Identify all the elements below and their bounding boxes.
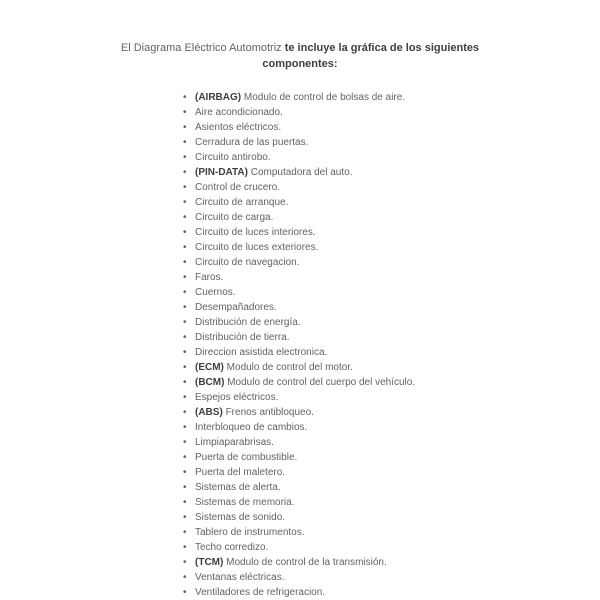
list-item <box>183 105 600 120</box>
list-item <box>183 135 600 150</box>
item-code: (ECM) <box>195 362 227 373</box>
item-label: Distribución de energía. <box>195 317 301 328</box>
item-label: Circuito antirobo. <box>195 152 271 163</box>
bullet-icon: • <box>183 482 187 493</box>
bullet-icon: • <box>183 377 187 388</box>
item-label: Circuito de navegacion. <box>195 257 300 268</box>
item-label: Circuito de arranque. <box>195 197 289 208</box>
bullet-icon: • <box>183 452 187 463</box>
list-item <box>183 540 600 555</box>
bullet-icon: • <box>183 152 187 163</box>
item-label: Asientos eléctricos. <box>195 122 282 133</box>
bullet-icon: • <box>183 542 187 553</box>
bullet-icon: • <box>183 527 187 538</box>
item-label: Tablero de instrumentos. <box>195 527 305 538</box>
list-item <box>183 300 600 315</box>
bullet-icon: • <box>183 332 187 343</box>
item-label: Frenos antibloqueo. <box>225 407 314 418</box>
item-label: Circuito de carga. <box>195 212 274 223</box>
list-item <box>183 90 600 105</box>
bullet-icon: • <box>183 467 187 478</box>
item-code: (TCM) <box>195 557 227 568</box>
list-item <box>183 525 600 540</box>
list-item <box>183 375 600 390</box>
bullet-icon: • <box>183 122 187 133</box>
list-item <box>183 330 600 345</box>
list-item <box>183 465 600 480</box>
bullet-icon: • <box>183 392 187 403</box>
bullet-icon: • <box>183 422 187 433</box>
item-label: Modulo de control del motor. <box>226 362 353 373</box>
item-code: (BCM) <box>195 377 228 388</box>
title-line2: componentes: <box>262 58 338 70</box>
item-label: Ventiladores de refrigeracion. <box>195 587 326 598</box>
bullet-icon: • <box>183 287 187 298</box>
bullet-icon: • <box>183 572 187 583</box>
item-label: Puerta de combustible. <box>195 452 298 463</box>
list-item <box>183 420 600 435</box>
item-label: Ventanas eléctricas. <box>195 572 285 583</box>
list-item <box>183 450 600 465</box>
list-item <box>183 435 600 450</box>
list-item <box>183 240 600 255</box>
bullet-icon: • <box>183 317 187 328</box>
item-label: Modulo de control del cuerpo del vehículo. <box>227 377 416 388</box>
item-label: Direccion asistida electronica. <box>195 347 328 358</box>
list-item <box>183 570 600 585</box>
bullet-icon: • <box>183 137 187 148</box>
item-label: Faros. <box>195 272 224 283</box>
bullet-icon: • <box>183 92 187 103</box>
item-label: Control de crucero. <box>195 182 281 193</box>
list-item <box>183 585 600 600</box>
bullet-icon: • <box>183 272 187 283</box>
item-label: Interbloqueo de cambios. <box>195 422 308 433</box>
list-item <box>183 345 600 360</box>
item-label: Distribución de tierra. <box>195 332 290 343</box>
bullet-icon: • <box>183 242 187 253</box>
item-label: Puerta del maletero. <box>195 467 286 478</box>
item-label: Sistemas de alerta. <box>195 482 281 493</box>
item-label: Computadora del auto. <box>250 167 353 178</box>
item-label: Cuernos. <box>195 287 236 298</box>
list-item <box>183 120 600 135</box>
item-code: (ABS) <box>195 407 226 418</box>
page-title <box>70 0 530 72</box>
list-item <box>183 315 600 330</box>
list-item <box>183 195 600 210</box>
bullet-icon: • <box>183 347 187 358</box>
list-item <box>183 555 600 570</box>
list-item <box>183 225 600 240</box>
item-label: Techo corredizo. <box>195 542 269 553</box>
bullet-icon: • <box>183 182 187 193</box>
components-list <box>0 90 600 600</box>
list-item <box>183 405 600 420</box>
list-item <box>183 285 600 300</box>
title-bold-part: te incluye la gráfica de los siguientes <box>284 42 480 54</box>
bullet-icon: • <box>183 302 187 313</box>
bullet-icon: • <box>183 497 187 508</box>
bullet-icon: • <box>183 407 187 418</box>
bullet-icon: • <box>183 362 187 373</box>
bullet-icon: • <box>183 197 187 208</box>
list-item <box>183 495 600 510</box>
item-label: Espejos eléctricos. <box>195 392 279 403</box>
bullet-icon: • <box>183 107 187 118</box>
item-label: Sistemas de memoria. <box>195 497 295 508</box>
list-item <box>183 510 600 525</box>
list-item <box>183 210 600 225</box>
list-item <box>183 480 600 495</box>
bullet-icon: • <box>183 437 187 448</box>
item-label: Limpiaparabrisas. <box>195 437 274 448</box>
list-item <box>183 360 600 375</box>
item-label: Sistemas de sonido. <box>195 512 286 523</box>
list-item <box>183 255 600 270</box>
bullet-icon: • <box>183 557 187 568</box>
item-code: (PIN-DATA) <box>195 167 251 178</box>
bullet-icon: • <box>183 167 187 178</box>
item-label: Aire acondicionado. <box>195 107 283 118</box>
list-item <box>183 165 600 180</box>
bullet-icon: • <box>183 212 187 223</box>
title-regular-part: El Diagrama Eléctrico Automotriz <box>120 42 285 54</box>
item-label: Circuito de luces exteriores. <box>195 242 319 253</box>
bullet-icon: • <box>183 257 187 268</box>
bullet-icon: • <box>183 512 187 523</box>
list-item <box>183 270 600 285</box>
item-label: Circuito de luces interiores. <box>195 227 316 238</box>
item-label: Desempañadores. <box>195 302 277 313</box>
list-item <box>183 150 600 165</box>
item-code: (AIRBAG) <box>195 92 244 103</box>
item-label: Modulo de control de la transmisión. <box>226 557 387 568</box>
list-item <box>183 390 600 405</box>
item-label: Cerradura de las puertas. <box>195 137 309 148</box>
list-item <box>183 180 600 195</box>
item-label: Modulo de control de bolsas de aire. <box>243 92 406 103</box>
bullet-icon: • <box>183 587 187 598</box>
bullet-icon: • <box>183 227 187 238</box>
